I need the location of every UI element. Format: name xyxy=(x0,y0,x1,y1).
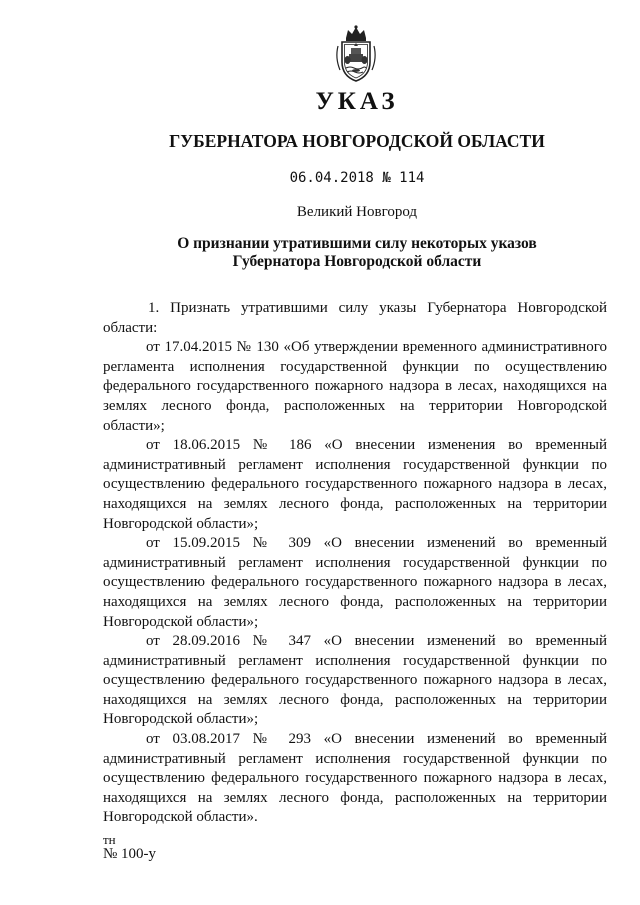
body-item-2: от 18.06.2015 № 186 «О внесении изменения во временный административный регламент исполнения государственной функции по осуществлению федерального государственного пожарного надзора в лесах, находящихся на землях лесного фонда, расположенных на территории Новгородской области»; xyxy=(103,437,607,532)
body-item-1: от 17.04.2015 № 130 «Об утверждении временного административного регламента исполнения государственной функции по осуществлению федерального государственного пожарного надзора в лесах, находящихся на землях лесного фонда, расположенных на территории Новгородской области»; xyxy=(103,339,607,434)
document-city: Великий Новгород xyxy=(296,204,418,220)
document-date-number: 06.04.2018 № 114 xyxy=(289,170,425,186)
document-footer xyxy=(103,833,156,861)
document-heading xyxy=(0,235,640,271)
document-subtitle: ГУБЕРНАТОРА НОВГОРОДСКОЙ ОБЛАСТИ xyxy=(169,131,545,151)
novgorod-coat-of-arms-icon xyxy=(332,24,380,84)
footer-code: тн xyxy=(103,832,116,847)
body-item-4: от 28.09.2016 № 347 «О внесении изменений во временный административный регламент исполнения государственной функции по осуществлению федерального государственного пожарного надзора в лесах, находящихся на землях лесного фонда, расположенных на территории Новгородской области»; xyxy=(103,633,607,728)
document-body xyxy=(103,299,607,828)
document-title: УКАЗ xyxy=(315,88,399,115)
heading-line-1: О признании утратившими силу некоторых указов xyxy=(177,235,537,252)
body-item-3: от 15.09.2015 № 309 «О внесении изменений во временный административный регламент исполнения государственной функции по осуществлению федерального государственного пожарного надзора в лесах, находящихся на землях лесного фонда, расположенных на территории Новгородской области»; xyxy=(103,535,607,630)
heading-line-2: Губернатора Новгородской области xyxy=(232,253,482,270)
body-intro-paragraph: 1. Признать утратившими силу указы Губернатора Новгородской области: xyxy=(103,300,607,336)
footer-number: № 100-у xyxy=(103,846,157,862)
body-item-5: от 03.08.2017 № 293 «О внесении изменений во временный административный регламент исполнения государственной функции по осуществлению федерального государственного пожарного надзора в лесах, находящихся на землях лесного фонда, расположенных на территории Новгородской области». xyxy=(103,731,607,826)
